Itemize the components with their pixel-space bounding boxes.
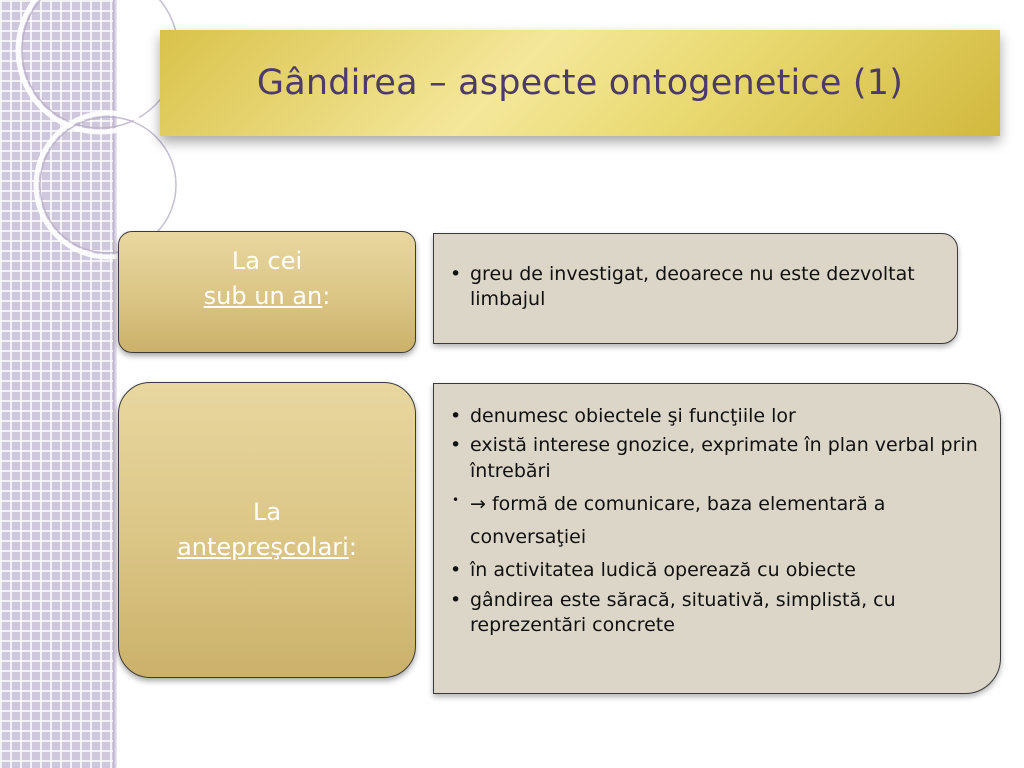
bullet-item: • greu de investigat, deoarece nu este dezvoltat limbajul [448, 262, 937, 313]
content-box-under-one-year [433, 233, 958, 344]
label-line2 [177, 530, 357, 565]
label-line1: La [252, 498, 282, 527]
label-line2 [119, 279, 415, 314]
content-box-preschoolers [433, 383, 1001, 694]
bullet-list [448, 262, 937, 313]
label-box-preschoolers [118, 382, 416, 678]
label-line1: La cei [231, 247, 303, 275]
title-bar [160, 30, 1000, 136]
label-suffix: : [348, 533, 357, 561]
label-link[interactable]: antepreşcolari [177, 533, 349, 561]
bullet-item: • în activitatea ludică operează cu obiecte [448, 558, 980, 583]
bullet-item: • gândirea este săracă, situativă, simplistă, cu reprezentări concrete [448, 588, 980, 639]
bullet-list [448, 404, 980, 638]
bullet-item: • denumesc obiectele şi funcţiile lor [448, 404, 980, 429]
bullet-item: • există interese gnozice, exprimate în plan verbal prin întrebări [448, 433, 980, 484]
label-link[interactable]: sub un an [203, 281, 323, 310]
bullet-item: • → formă de comunicare, baza elementară a conversaţiei [448, 488, 980, 555]
label-suffix: : [322, 281, 331, 310]
label-box-under-one-year [118, 231, 416, 353]
slide-title: Gândirea – aspecte ontogenetice (1) [256, 63, 904, 103]
